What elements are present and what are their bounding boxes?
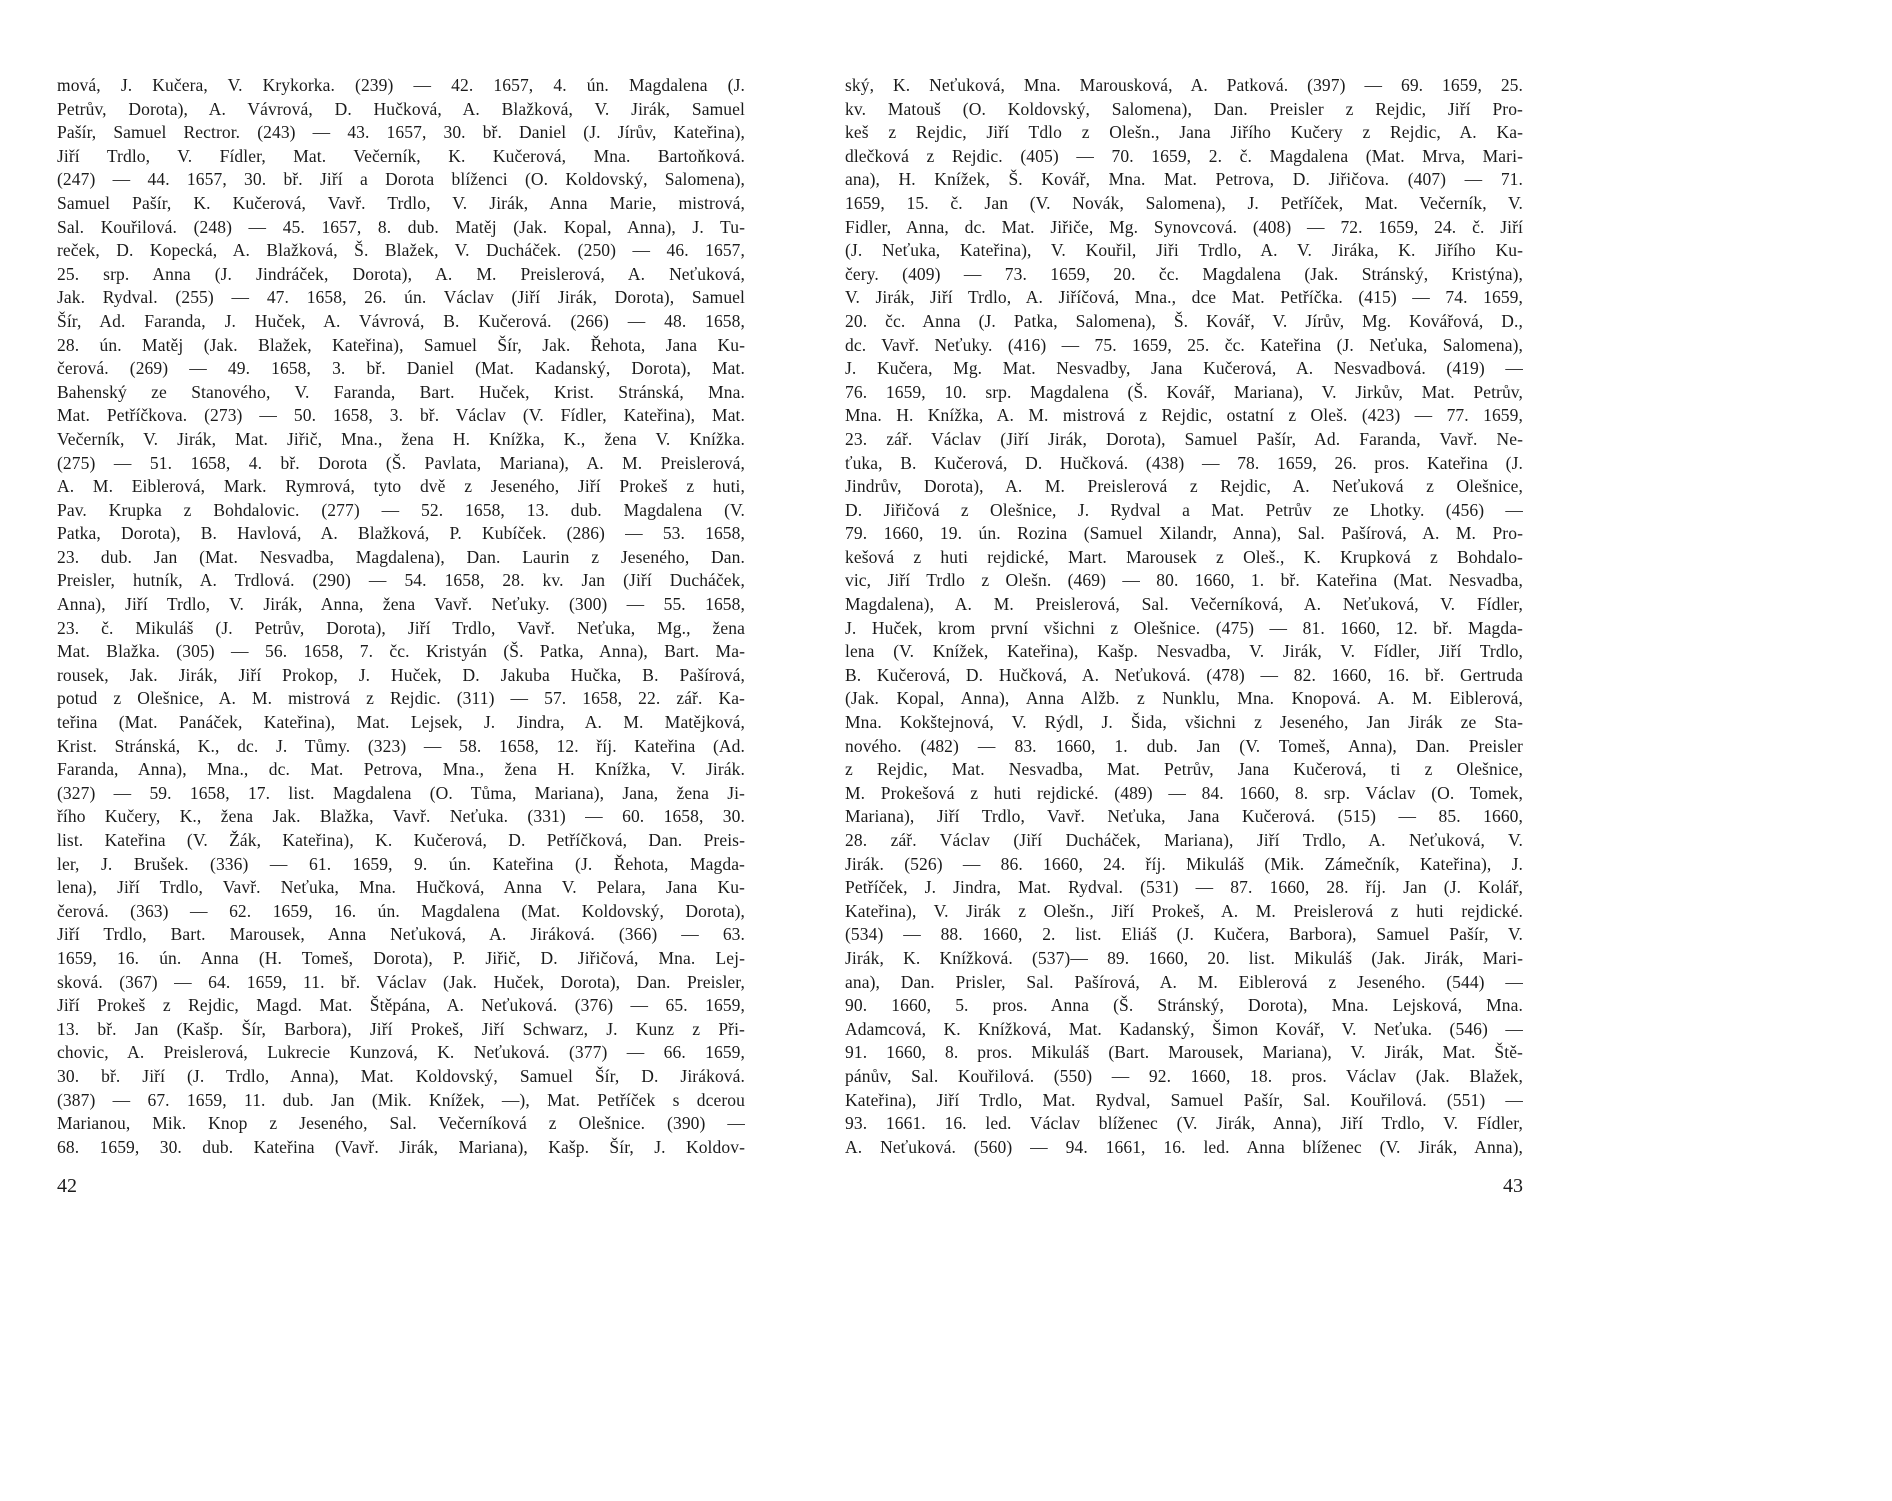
text-line: sková. (367) — 64. 1659, 11. bř. Václav (Jak. Huček, Dorota), Dan. Preisler, — [57, 971, 745, 992]
text-line: 13. bř. Jan (Kašp. Šír, Barbora), Jiří Prokeš, Jiří Schwarz, J. Kunz z Při- — [57, 1018, 745, 1039]
text-line: Petříček, J. Jindra, Mat. Rydval. (531) — 87. 1660, 28. říj. Jan (J. Kolář, — [845, 877, 1523, 898]
text-line: dc. Vavř. Neťuky. (416) — 75. 1659, 25. čc. Kateřina (J. Neťuka, Salomena), — [845, 334, 1523, 355]
text-line: (275) — 51. 1658, 4. bř. Dorota (Š. Pavlata, Mariana), A. M. Preislerová, — [57, 452, 745, 473]
text-line: D. Jiřičová z Olešnice, J. Rydval a Mat. Petrův ze Lhotky. (456) — — [845, 499, 1523, 520]
text-line: Večerník, V. Jirák, Mat. Jiřič, Mna., žena H. Knížka, K., žena V. Knížka. — [57, 428, 745, 449]
text-line: Mariana), Jiří Trdlo, Vavř. Neťuka, Jana Kučerová. (515) — 85. 1660, — [845, 806, 1523, 827]
text-line: řího Kučery, K., žena Jak. Blažka, Vavř. Neťuka. (331) — 60. 1658, 30. — [57, 806, 745, 827]
text-line: 90. 1660, 5. pros. Anna (Š. Stránský, Dorota), Mna. Lejsková, Mna. — [845, 995, 1523, 1016]
text-line: 68. 1659, 30. dub. Kateřina (Vavř. Jirák, Mariana), Kašp. Šír, J. Koldov- — [57, 1136, 745, 1157]
text-line: keš z Rejdic, Jiří Tdlo z Olešn., Jana Jiřího Kučery z Rejdic, A. Ka- — [845, 122, 1523, 143]
text-line: 23. č. Mikuláš (J. Petrův, Dorota), Jiří Trdlo, Vavř. Neťuka, Mg., žena — [57, 617, 745, 638]
text-line: Krist. Stránská, K., dc. J. Tůmy. (323) — 58. 1658, 12. říj. Kateřina (Ad. — [57, 735, 745, 756]
text-line: Pav. Krupka z Bohdalovic. (277) — 52. 1658, 13. dub. Magdalena (V. — [57, 499, 745, 520]
text-line: M. Prokešová z huti rejdické. (489) — 84. 1660, 8. srp. Václav (O. Tomek, — [845, 782, 1523, 803]
text-line: Jiří Prokeš z Rejdic, Magd. Mat. Štěpána, A. Neťuková. (376) — 65. 1659, — [57, 995, 745, 1016]
text-line: rousek, Jak. Jirák, Jiří Prokop, J. Huček, D. Jakuba Hučka, B. Pašírová, — [57, 664, 745, 685]
text-line: (534) — 88. 1660, 2. list. Eliáš (J. Kučera, Barbora), Samuel Pašír, V. — [845, 924, 1523, 945]
text-line: ler, J. Brušek. (336) — 61. 1659, 9. ún. Kateřina (J. Řehota, Magda- — [57, 853, 745, 874]
text-line: Mna. H. Knížka, A. M. mistrová z Rejdic, ostatní z Oleš. (423) — 77. 1659, — [845, 405, 1523, 426]
text-line: 93. 1661. 16. led. Václav blíženec (V. Jirák, Anna), Jiří Trdlo, V. Fídler, — [845, 1113, 1523, 1134]
text-line: teřina (Mat. Panáček, Kateřina), Mat. Lejsek, J. Jindra, A. M. Matějková, — [57, 712, 745, 733]
page-number-left: 42 — [57, 1175, 77, 1198]
text-line: Šír, Ad. Faranda, J. Huček, A. Vávrová, B. Kučerová. (266) — 48. 1658, — [57, 310, 745, 331]
text-line: V. Jirák, Jiří Trdlo, A. Jiříčová, Mna., dce Mat. Petříčka. (415) — 74. 1659, — [845, 287, 1523, 308]
page-left — [57, 74, 745, 1198]
text-line: (J. Neťuka, Kateřina), V. Kouřil, Jiři Trdlo, A. V. Jiráka, K. Jiřího Ku- — [845, 240, 1523, 261]
text-line: A. Neťuková. (560) — 94. 1661, 16. led. Anna blíženec (V. Jirák, Anna), — [845, 1136, 1523, 1157]
text-line: Magdalena), A. M. Preislerová, Sal. Večerníková, A. Neťuková, V. Fídler, — [845, 594, 1523, 615]
text-line: z Rejdic, Mat. Nesvadba, Mat. Petrův, Jana Kučerová, ti z Olešnice, — [845, 759, 1523, 780]
text-line: Patka, Dorota), B. Havlová, A. Blažková, P. Kubíček. (286) — 53. 1658, — [57, 523, 745, 544]
text-line: 23. zář. Václav (Jiří Jirák, Dorota), Samuel Pašír, Ad. Faranda, Vavř. Ne- — [845, 428, 1523, 449]
text-line: reček, D. Kopecká, A. Blažková, Š. Blažek, V. Ducháček. (250) — 46. 1657, — [57, 240, 745, 261]
text-line: J. Kučera, Mg. Mat. Nesvadby, Jana Kučerová, A. Nesvadbová. (419) — — [845, 358, 1523, 379]
text-line: Samuel Pašír, K. Kučerová, Vavř. Trdlo, V. Jirák, Anna Marie, mistrová, — [57, 192, 745, 213]
text-line: list. Kateřina (V. Žák, Kateřina), K. Kučerová, D. Petříčková, Dan. Preis- — [57, 830, 745, 850]
text-line: ťuka, B. Kučerová, D. Hučková. (438) — 78. 1659, 26. pros. Kateřina (J. — [845, 452, 1523, 473]
text-line: 79. 1660, 19. ún. Rozina (Samuel Xilandr, Anna), Sal. Pašírová, A. M. Pro- — [845, 523, 1523, 544]
text-line: 91. 1660, 8. pros. Mikuláš (Bart. Marousek, Mariana), V. Jirák, Mat. Ště- — [845, 1042, 1523, 1063]
text-line: kešová z huti rejdické, Mart. Marousek z Oleš., K. Krupková z Bohdalo- — [845, 546, 1523, 567]
text-line: Mat. Blažka. (305) — 56. 1658, 7. čc. Kristyán (Š. Patka, Anna), Bart. Ma- — [57, 641, 745, 662]
text-line: Kateřina), V. Jirák z Olešn., Jiří Prokeš, A. M. Preislerová z huti rejdické. — [845, 900, 1523, 921]
text-line: Petrův, Dorota), A. Vávrová, D. Hučková, A. Blažková, V. Jirák, Samuel — [57, 98, 745, 119]
text-line: ský, K. Neťuková, Mna. Marousková, A. Patková. (397) — 69. 1659, 25. — [845, 75, 1523, 95]
text-line: ana), H. Knížek, Š. Kovář, Mna. Mat. Petrova, D. Jiřičova. (407) — 71. — [845, 169, 1523, 190]
text-line: Jindrův, Dorota), A. M. Preislerová z Rejdic, A. Neťuková z Olešnice, — [845, 476, 1523, 497]
text-line: mová, J. Kučera, V. Krykorka. (239) — 42. 1657, 4. ún. Magdalena (J. — [57, 75, 745, 95]
text-line: čery. (409) — 73. 1659, 20. čc. Magdalena (Jak. Stránský, Kristýna), — [845, 263, 1523, 284]
text-line: chovic, A. Preislerová, Lukrecie Kunzová, K. Neťuková. (377) — 66. 1659, — [57, 1042, 745, 1063]
text-line: J. Huček, krom první všichni z Olešnice. (475) — 81. 1660, 12. bř. Magda- — [845, 617, 1523, 638]
text-line: lena (V. Knížek, Kateřina), Kašp. Nesvadba, V. Jirák, V. Fídler, Jiří Trdlo, — [845, 641, 1523, 662]
page-right-text-block — [845, 74, 1523, 1159]
text-line: Jiří Trdlo, V. Fídler, Mat. Večerník, K. Kučerová, Mna. Bartoňková. — [57, 145, 745, 166]
page-number-right: 43 — [1503, 1175, 1523, 1198]
text-line: 30. bř. Jiří (J. Trdlo, Anna), Mat. Koldovský, Samuel Šír, D. Jiráková. — [57, 1065, 745, 1086]
text-line: 28. ún. Matěj (Jak. Blažek, Kateřina), Samuel Šír, Jak. Řehota, Jana Ku- — [57, 334, 745, 355]
text-line: 1659, 15. č. Jan (V. Novák, Salomena), J. Petříček, Mat. Večerník, V. — [845, 192, 1523, 213]
text-line: dlečková z Rejdic. (405) — 70. 1659, 2. č. Magdalena (Mat. Mrva, Mari- — [845, 145, 1523, 166]
text-line: nového. (482) — 83. 1660, 1. dub. Jan (V. Tomeš, Anna), Dan. Preisler — [845, 735, 1523, 756]
text-line: Mna. Kokštejnová, V. Rýdl, J. Šida, všichni z Jeseného, Jan Jirák ze Sta- — [845, 712, 1523, 733]
text-line: 1659, 16. ún. Anna (H. Tomeš, Dorota), P. Jiřič, D. Jiřičová, Mna. Lej- — [57, 947, 745, 968]
text-line: pánův, Sal. Kouřilová. (550) — 92. 1660, 18. pros. Václav (Jak. Blažek, — [845, 1065, 1523, 1086]
text-line: Marianou, Mik. Knop z Jeseného, Sal. Večerníková z Olešnice. (390) — — [57, 1113, 745, 1134]
page-right — [845, 74, 1523, 1198]
text-line: vic, Jiří Trdlo z Olešn. (469) — 80. 1660, 1. bř. Kateřina (Mat. Nesvadba, — [845, 570, 1523, 591]
text-line: Faranda, Anna), Mna., dc. Mat. Petrova, Mna., žena H. Knížka, V. Jirák. — [57, 759, 745, 780]
text-line: kv. Matouš (O. Koldovský, Salomena), Dan. Preisler z Rejdic, Jiří Pro- — [845, 98, 1523, 119]
text-line: Adamcová, K. Knížková, Mat. Kadanský, Šimon Kovář, V. Neťuka. (546) — — [845, 1018, 1523, 1039]
text-line: Jirák. (526) — 86. 1660, 24. říj. Mikuláš (Mik. Zámečník, Kateřina), J. — [845, 853, 1523, 874]
text-line: (Jak. Kopal, Anna), Anna Alžb. z Nunklu, Mna. Knopová. A. M. Eiblerová, — [845, 688, 1523, 709]
text-line: Fidler, Anna, dc. Mat. Jiřiče, Mg. Synovcová. (408) — 72. 1659, 24. č. Jiří — [845, 216, 1523, 237]
text-line: B. Kučerová, D. Hučková, A. Neťuková. (478) — 82. 1660, 16. bř. Gertruda — [845, 664, 1523, 685]
text-line: čerová. (269) — 49. 1658, 3. bř. Daniel (Mat. Kadanský, Dorota), Mat. — [57, 358, 745, 379]
text-line: Kateřina), Jiří Trdlo, Mat. Rydval, Samuel Pašír, Sal. Kouřilová. (551) — — [845, 1089, 1523, 1110]
text-line: 20. čc. Anna (J. Patka, Salomena), Š. Kovář, V. Jírův, Mg. Kovářová, D., — [845, 310, 1523, 331]
text-line: (327) — 59. 1658, 17. list. Magdalena (O. Tůma, Mariana), Jana, žena Ji- — [57, 782, 745, 803]
text-line: (387) — 67. 1659, 11. dub. Jan (Mik. Knížek, —), Mat. Petříček s dcerou — [57, 1089, 745, 1110]
text-line: Mat. Petříčkova. (273) — 50. 1658, 3. bř. Václav (V. Fídler, Kateřina), Mat. — [57, 405, 745, 426]
text-line: Pašír, Samuel Rectror. (243) — 43. 1657, 30. bř. Daniel (J. Jírův, Kateřina), — [57, 122, 745, 143]
text-line: Sal. Kouřilová. (248) — 45. 1657, 8. dub. Matěj (Jak. Kopal, Anna), J. Tu- — [57, 216, 745, 237]
text-line: 25. srp. Anna (J. Jindráček, Dorota), A. M. Preislerová, A. Neťuková, — [57, 263, 745, 284]
text-line: potud z Olešnice, A. M. mistrová z Rejdic. (311) — 57. 1658, 22. zář. Ka- — [57, 688, 745, 709]
text-line: Jirák, K. Knížková. (537)— 89. 1660, 20. list. Mikuláš (Jak. Jirák, Mari- — [845, 947, 1523, 968]
page-left-text-block — [57, 74, 745, 1159]
text-line: 76. 1659, 10. srp. Magdalena (Š. Kovář, Mariana), V. Jirkův, Mat. Petrův, — [845, 381, 1523, 402]
text-line: Anna), Jiří Trdlo, V. Jirák, Anna, žena Vavř. Neťuky. (300) — 55. 1658, — [57, 594, 745, 615]
text-line: Preisler, hutník, A. Trdlová. (290) — 54. 1658, 28. kv. Jan (Jiří Ducháček, — [57, 570, 745, 591]
text-line: čerová. (363) — 62. 1659, 16. ún. Magdalena (Mat. Koldovský, Dorota), — [57, 900, 745, 921]
text-line: A. M. Eiblerová, Mark. Rymrová, tyto dvě z Jeseného, Jiří Prokeš z huti, — [57, 476, 745, 497]
text-line: Jak. Rydval. (255) — 47. 1658, 26. ún. Václav (Jiří Jirák, Dorota), Samuel — [57, 287, 745, 308]
text-line: Jiří Trdlo, Bart. Marousek, Anna Neťuková, A. Jiráková. (366) — 63. — [57, 924, 745, 945]
text-line: ana), Dan. Prisler, Sal. Pašírová, A. M. Eiblerová z Jeseného. (544) — — [845, 971, 1523, 992]
text-line: 23. dub. Jan (Mat. Nesvadba, Magdalena), Dan. Laurin z Jeseného, Dan. — [57, 546, 745, 567]
text-line: lena), Jiří Trdlo, Vavř. Neťuka, Mna. Hučková, Anna V. Pelara, Jana Ku- — [57, 877, 745, 898]
text-line: Bahenský ze Stanového, V. Faranda, Bart. Huček, Krist. Stránská, Mna. — [57, 381, 745, 402]
text-line: (247) — 44. 1657, 30. bř. Jiří a Dorota blíženci (O. Koldovský, Salomena), — [57, 169, 745, 190]
text-line: 28. zář. Václav (Jiří Ducháček, Mariana), Jiří Trdlo, A. Neťuková, V. — [845, 830, 1523, 850]
